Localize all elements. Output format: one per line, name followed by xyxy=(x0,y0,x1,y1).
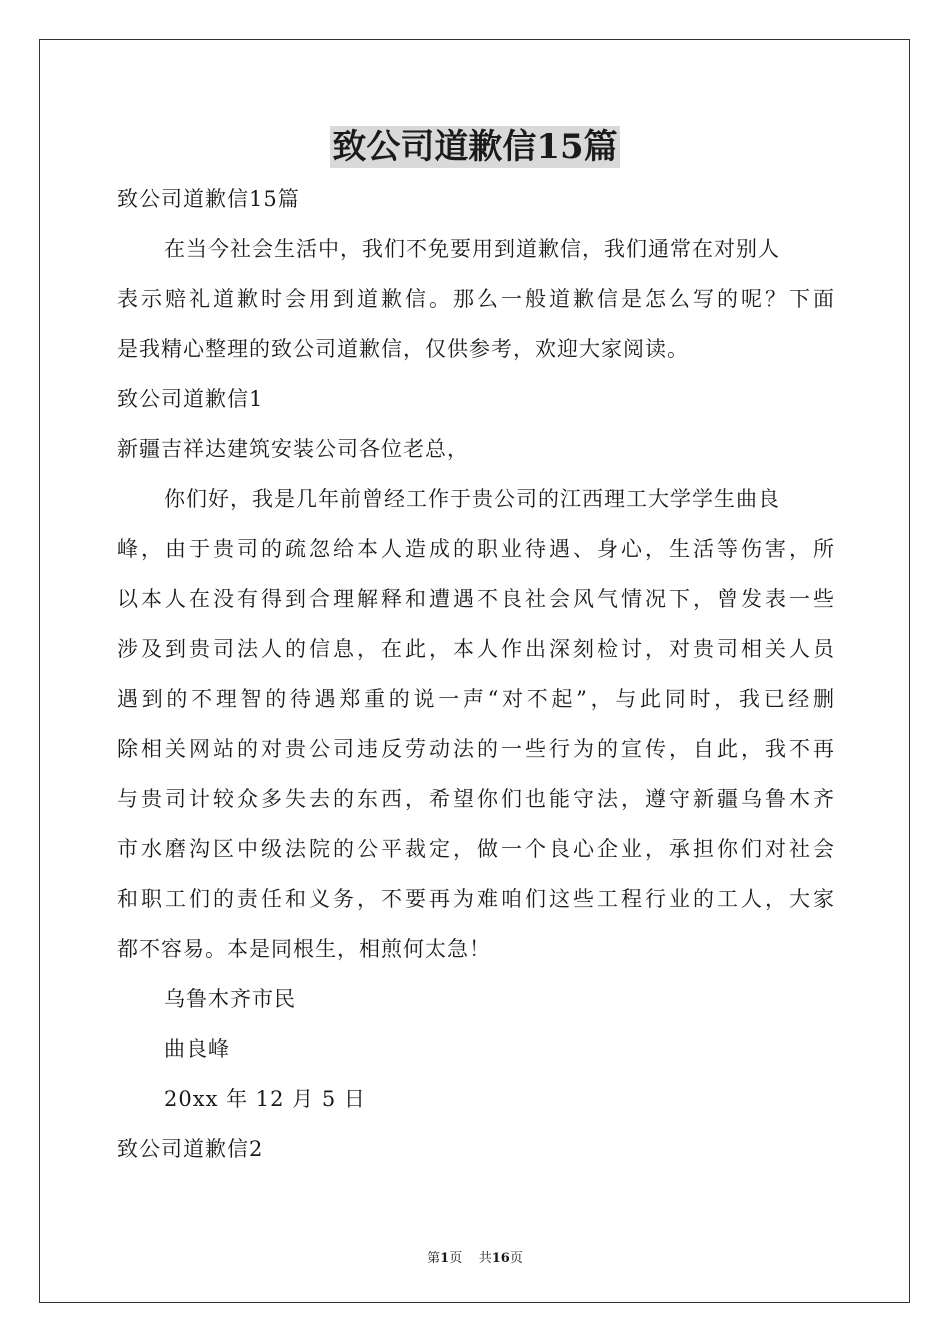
letter1-body-line: 和职工们的责任和义务，不要再为难咱们这些工程行业的工人，大家 xyxy=(117,887,835,911)
footer-total-number: 16 xyxy=(491,1251,510,1266)
footer-page-suffix: 页 xyxy=(449,1251,463,1266)
letter1-body-line: 除相关网站的对贵公司违反劳动法的一些行为的宣传，自此，我不再 xyxy=(117,737,835,761)
intro-line-3: 是我精心整理的致公司道歉信，仅供参考，欢迎大家阅读。 xyxy=(117,337,689,361)
signature-date: 20xx 年 12 月 5 日 xyxy=(164,1087,366,1111)
signature-name: 曲良峰 xyxy=(164,1037,230,1061)
subtitle: 致公司道歉信15篇 xyxy=(117,187,300,211)
letter1-body-line: 涉及到贵司法人的信息，在此，本人作出深刻检讨，对贵司相关人员 xyxy=(117,637,835,661)
intro-line-1: 在当今社会生活中，我们不免要用到道歉信，我们通常在对别人 xyxy=(164,237,780,261)
letter1-body-line: 都不容易。本是同根生，相煎何太急！ xyxy=(117,937,491,961)
signature-place: 乌鲁木齐市民 xyxy=(164,987,296,1011)
page-footer xyxy=(0,1250,950,1268)
footer-total-prefix: 共 xyxy=(478,1251,492,1266)
letter1-body-line: 峰，由于贵司的疏忽给本人造成的职业待遇、身心，生活等伤害，所 xyxy=(117,537,835,561)
letter1-body-line: 遇到的不理智的待遇郑重的说一声“对不起”，与此同时，我已经删 xyxy=(117,687,835,711)
letter1-body-line: 市水磨沟区中级法院的公平裁定，做一个良心企业，承担你们对社会 xyxy=(117,837,835,861)
footer-page-number: 1 xyxy=(440,1251,450,1266)
letter1-body-line: 与贵司计较众多失去的东西，希望你们也能守法，遵守新疆乌鲁木齐 xyxy=(117,787,835,811)
letter1-salutation: 新疆吉祥达建筑安装公司各位老总， xyxy=(117,437,469,461)
letter1-body-line: 以本人在没有得到合理解释和遭遇不良社会风气情况下，曾发表一些 xyxy=(117,587,835,611)
letter2-heading: 致公司道歉信2 xyxy=(117,1137,264,1161)
letter1-body-line: 你们好，我是几年前曾经工作于贵公司的江西理工大学学生曲良 xyxy=(164,487,780,511)
title-container xyxy=(0,126,950,168)
intro-line-2: 表示赔礼道歉时会用到道歉信。那么一般道歉信是怎么写的呢？下面 xyxy=(117,287,835,311)
document-title: 致公司道歉信15篇 xyxy=(332,127,618,167)
letter1-heading: 致公司道歉信1 xyxy=(117,387,264,411)
footer-total-suffix: 页 xyxy=(509,1251,523,1266)
footer-page-prefix: 第 xyxy=(427,1251,441,1266)
